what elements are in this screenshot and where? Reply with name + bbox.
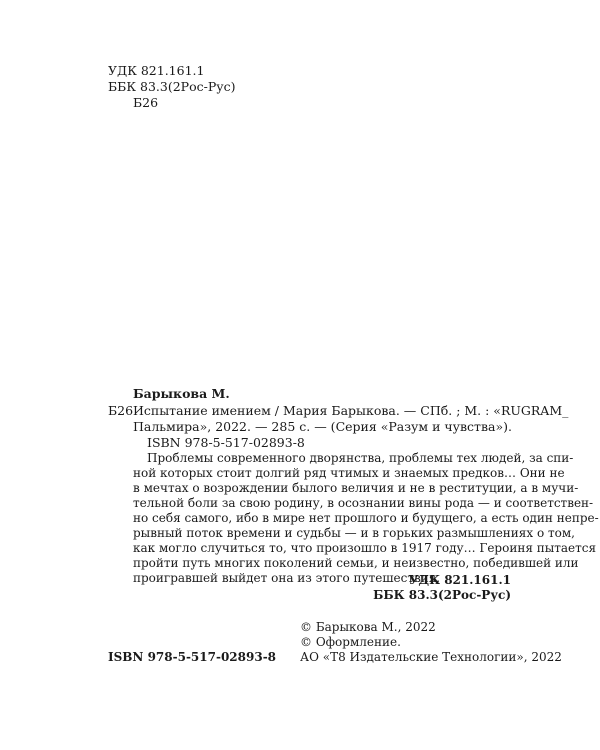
annotation-line: в мечтах о возрождении былого величия и не в реституции, а в мучи- [133,481,579,495]
annotation-line: рывный поток времени и судьбы — и в горьких размышлениях о том, [133,526,575,540]
annotation-line: пройти путь многих поколений семьи, и неизвестно, победившей или [133,556,579,570]
copyright-design: © Оформление. [300,635,401,649]
top-bbk: ББК 83.3(2Рос-Рус) [108,79,236,94]
annotation-line: Проблемы современного дворянства, проблемы тех людей, за спи- [147,451,574,465]
annotation [133,451,599,586]
class-bbk: ББК 83.3(2Рос-Рус) [373,588,511,602]
copyright-publisher: АО «Т8 Издательские Технологии», 2022 [300,650,562,664]
annotation-line: тельной боли за свою родину, в осознании вины рода — и соответствен- [133,496,594,510]
biblio-line-1: Испытание имением / Мария Барыкова. — СПб. ; М. : «RUGRAM_ [133,403,569,418]
top-code: Б26 [133,95,159,110]
annotation-line: как могло случиться то, что произошло в 1917 году… Героиня пытается [133,541,597,555]
annotation-line: проигравшей выйдет она из этого путешествия. [133,571,441,585]
biblio-code: Б26 [108,403,134,418]
biblio-author: Барыкова М. [133,386,230,401]
copyright-author: © Барыкова М., 2022 [300,620,436,634]
biblio-isbn: ISBN 978-5-517-02893-8 [147,435,305,450]
annotation-line: но себя самого, ибо в мире нет прошлого и будущего, а есть один непре- [133,511,599,525]
class-udk: УДК 821.161.1 [408,573,511,587]
top-udk: УДК 821.161.1 [108,63,205,78]
annotation-line: ной которых стоит долгий ряд чтимых и знаемых предков… Они не [133,466,565,480]
bottom-isbn: ISBN 978-5-517-02893-8 [108,650,277,664]
biblio-line-2: Пальмира», 2022. — 285 с. — (Серия «Разум и чувства»). [133,419,512,434]
